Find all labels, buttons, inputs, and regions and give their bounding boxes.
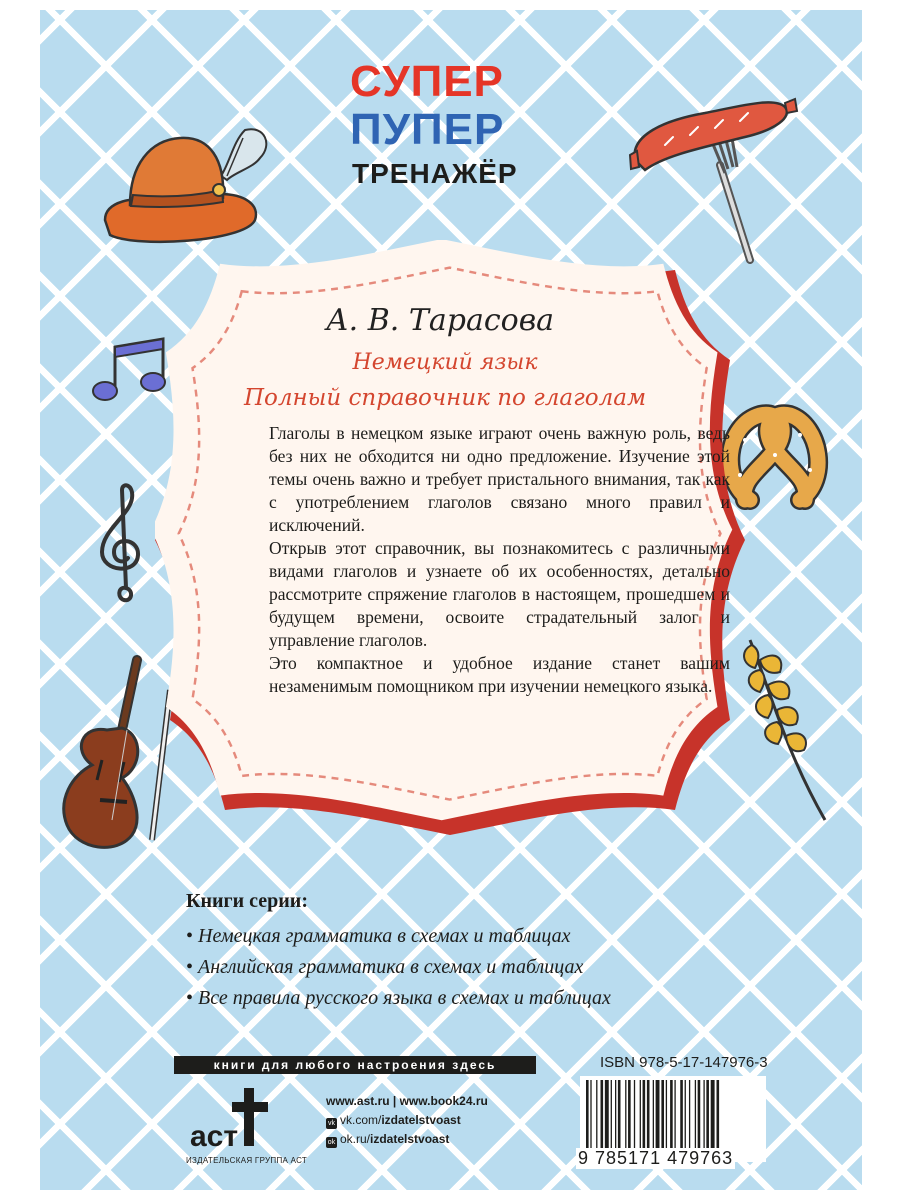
isbn: ISBN 978-5-17-147976-3 (600, 1054, 768, 1071)
ok-link[interactable]: izdatelstvoast (370, 1132, 450, 1146)
series-books-heading: Книги серии: (186, 890, 308, 912)
book-subtitle-line2: Полный справочник по глаголам (243, 385, 647, 411)
vk-icon: vk (328, 1120, 335, 1127)
treble-clef-icon (92, 480, 152, 610)
wheat-icon (730, 630, 840, 830)
description-paragraph: Это компактное и удобное издание станет вашим незаменимым помощником при изучении немецкого языка. (269, 653, 730, 696)
description-paragraph: Открыв этот справочник, вы познакомитесь с различными видами глаголов и узнаете об их особенностях, детально рассмотрите спряжение глаголов в настоящем, прошедшем и будущем времени, освоите страдательный залог и управление глаголов. (269, 538, 730, 650)
vk-link[interactable]: izdatelstvoast (381, 1113, 461, 1127)
barcode-number: 9 785171 479763 (578, 1148, 734, 1168)
book-subtitle-line1: Немецкий язык (352, 350, 538, 375)
series-title-line3: ТРЕНАЖЁР (352, 158, 518, 189)
description-paragraph: Глаголы в немецком языке играют очень важную роль, ведь без них не обходится ни одно предложение. Изучение этой темы очень важно и требует пристального внимания, так как с употреблением глаголов связано много правил и исключений. (269, 423, 730, 535)
publisher-links (326, 1092, 488, 1149)
ok-prefix: ok.ru/ (340, 1132, 371, 1146)
list-item: • Английская грамматика в схемах и таблицах (186, 952, 611, 983)
series-title-line2: ПУПЕР (350, 105, 505, 154)
book-description (269, 422, 730, 698)
ast-logo (188, 1086, 278, 1156)
vk-prefix: vk.com/ (340, 1113, 382, 1127)
tyrolean-hat-icon (95, 110, 275, 250)
ok-icon: ok (327, 1139, 336, 1146)
slogan-bar: книги для любого настроения здесь (174, 1056, 536, 1074)
series-title-line1: СУПЕР (350, 57, 504, 106)
list-item: • Все правила русского языка в схемах и таблицах (186, 983, 611, 1014)
logo-text: аст (190, 1120, 239, 1153)
series-books-list (186, 890, 611, 1014)
book-back-cover (40, 10, 862, 1190)
publisher-name: ИЗДАТЕЛЬСКАЯ ГРУППА АСТ (186, 1156, 308, 1165)
list-item: • Немецкая грамматика в схемах и таблицах (186, 921, 611, 952)
sites-link[interactable]: www.ast.ru | www.book24.ru (326, 1094, 488, 1108)
book-author: А. В. Тарасова (325, 303, 555, 338)
